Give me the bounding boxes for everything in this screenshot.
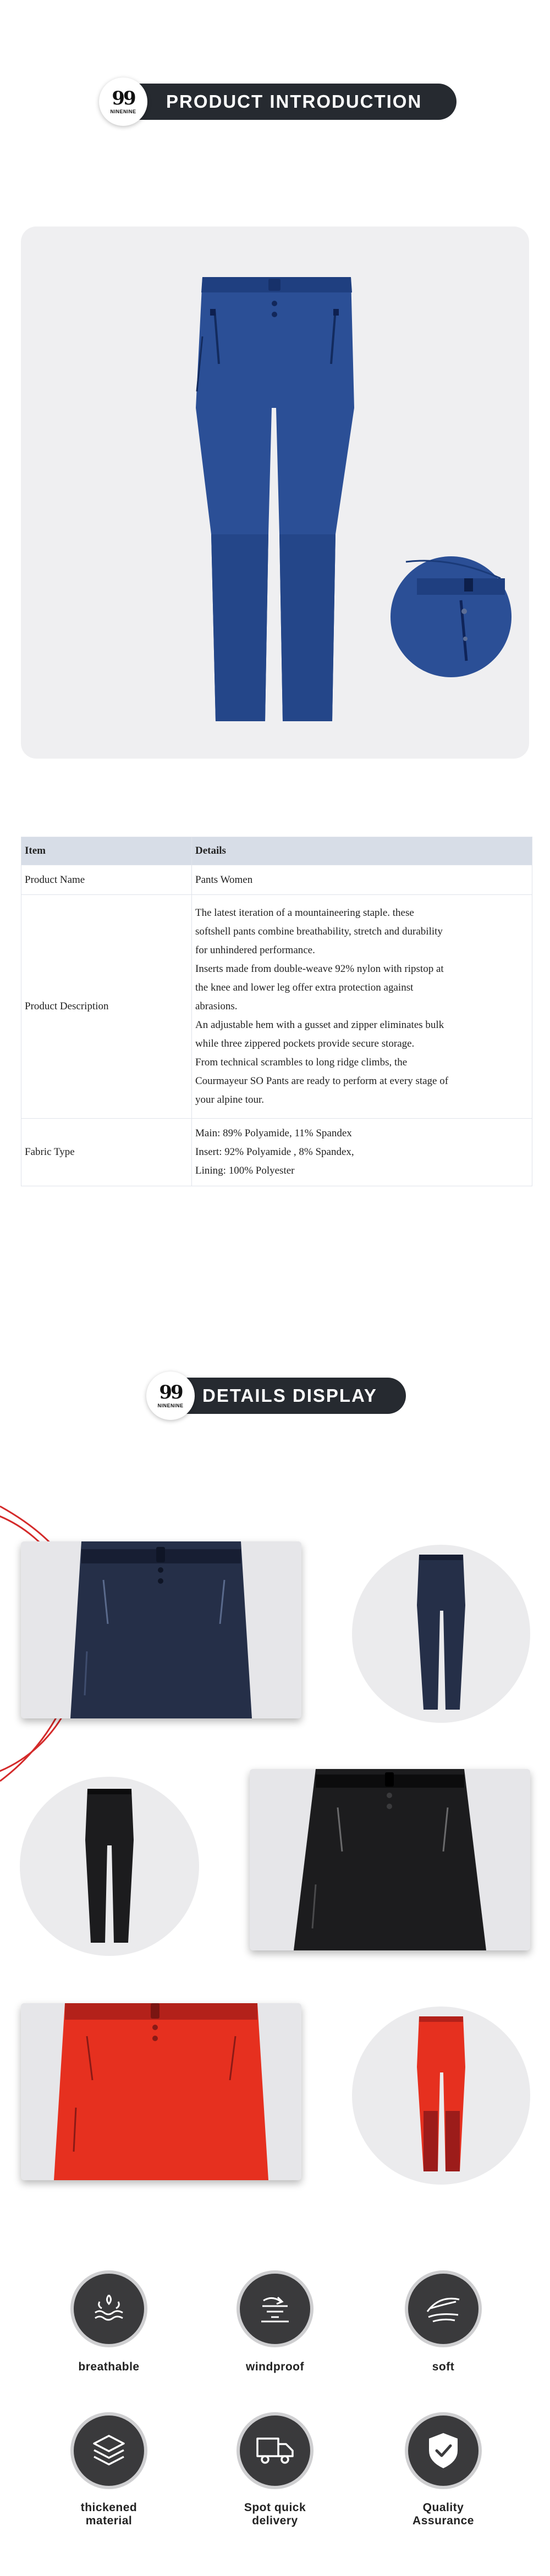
row-value-fabric-type [192,1119,532,1186]
soft-feather-icon [405,2270,482,2347]
feature-label-line: Assurance [413,2514,474,2527]
table-header-details: Details [192,837,532,865]
shield-check-icon [405,2412,482,2489]
row-value-product-name [192,865,532,895]
row-label-fabric-type: Fabric Type [21,1119,192,1186]
black-pants-closeup-card [250,1769,530,1950]
breathable-icon [70,2270,147,2347]
feature-label-windproof: windproof [246,2361,304,2373]
delivery-truck-icon [237,2412,314,2489]
detail-line: abrasions. [195,1000,238,1012]
detail-line: The latest iteration of a mountaineering staple. these [195,907,414,919]
detail-line: Insert: 92% Polyamide , 8% Spandex, [195,1146,354,1158]
blue-pants-image [196,277,354,721]
feature-label-thickened-material [37,2501,180,2528]
windproof-icon [237,2270,314,2347]
red-pants-closeup-card [21,2003,301,2180]
detail-line: for unhindered performance. [195,944,315,956]
detail-line: Pants Women [195,874,253,886]
detail-line: Main: 89% Polyamide, 11% Spandex [195,1127,352,1139]
feature-label-line: Spot quick [244,2501,306,2514]
detail-line: Lining: 100% Polyester [195,1165,295,1176]
feature-label-line: material [85,2514,133,2527]
table-row [21,865,532,895]
detail-line: Courmayeur SO Pants are ready to perform at every stage of [195,1075,449,1087]
logo-number: 99 [112,87,135,109]
detail-line: softshell pants combine breathability, stretch and durability [195,926,443,937]
section-title-pill [116,84,457,120]
feature-label-line: thickened [80,2501,138,2514]
feature-label-line: Quality [422,2501,464,2514]
hero-product-image [21,226,529,759]
detail-line: while three zippered pockets provide secure storage. [195,1038,415,1049]
row-value-product-description [192,895,532,1119]
feature-label-soft: soft [432,2361,455,2373]
feature-label-spot-quick-delivery [204,2501,346,2528]
brand-logo [99,78,147,126]
logo-word: NINENINE [157,1403,184,1408]
logo-number: 99 [159,1381,182,1403]
detail-zoom-circle [391,556,512,677]
row-label-product-name: Product Name [21,865,192,895]
black-pants-full-circle [20,1777,199,1956]
table-row [21,895,532,1119]
table-header-row [21,837,532,865]
layers-icon [70,2412,147,2489]
feature-label-quality-assurance [372,2501,515,2528]
table-row [21,1119,532,1186]
brand-logo [146,1372,195,1420]
row-label-product-description: Product Description [21,895,192,1119]
logo-word: NINENINE [110,109,136,114]
red-pants-full-circle [352,2006,530,2185]
feature-label-line: delivery [252,2514,298,2527]
section-title: DETAILS DISPLAY [202,1385,377,1406]
table-header-item: Item [21,837,192,865]
feature-label-breathable: breathable [78,2361,140,2373]
section-title-pill [160,1378,406,1414]
product-spec-table [21,837,532,1186]
navy-pants-closeup-card [21,1541,301,1718]
section-title: PRODUCT INTRODUCTION [166,91,422,112]
detail-line: the knee and lower leg offer extra protection against [195,982,414,993]
detail-line: your alpine tour. [195,1094,265,1105]
navy-pants-full-circle [352,1545,530,1723]
detail-line: An adjustable hem with a gusset and zipper eliminates bulk [195,1019,444,1031]
detail-line: From technical scrambles to long ridge climbs, the [195,1057,408,1068]
detail-line: Inserts made from double-weave 92% nylon with ripstop at [195,963,444,975]
